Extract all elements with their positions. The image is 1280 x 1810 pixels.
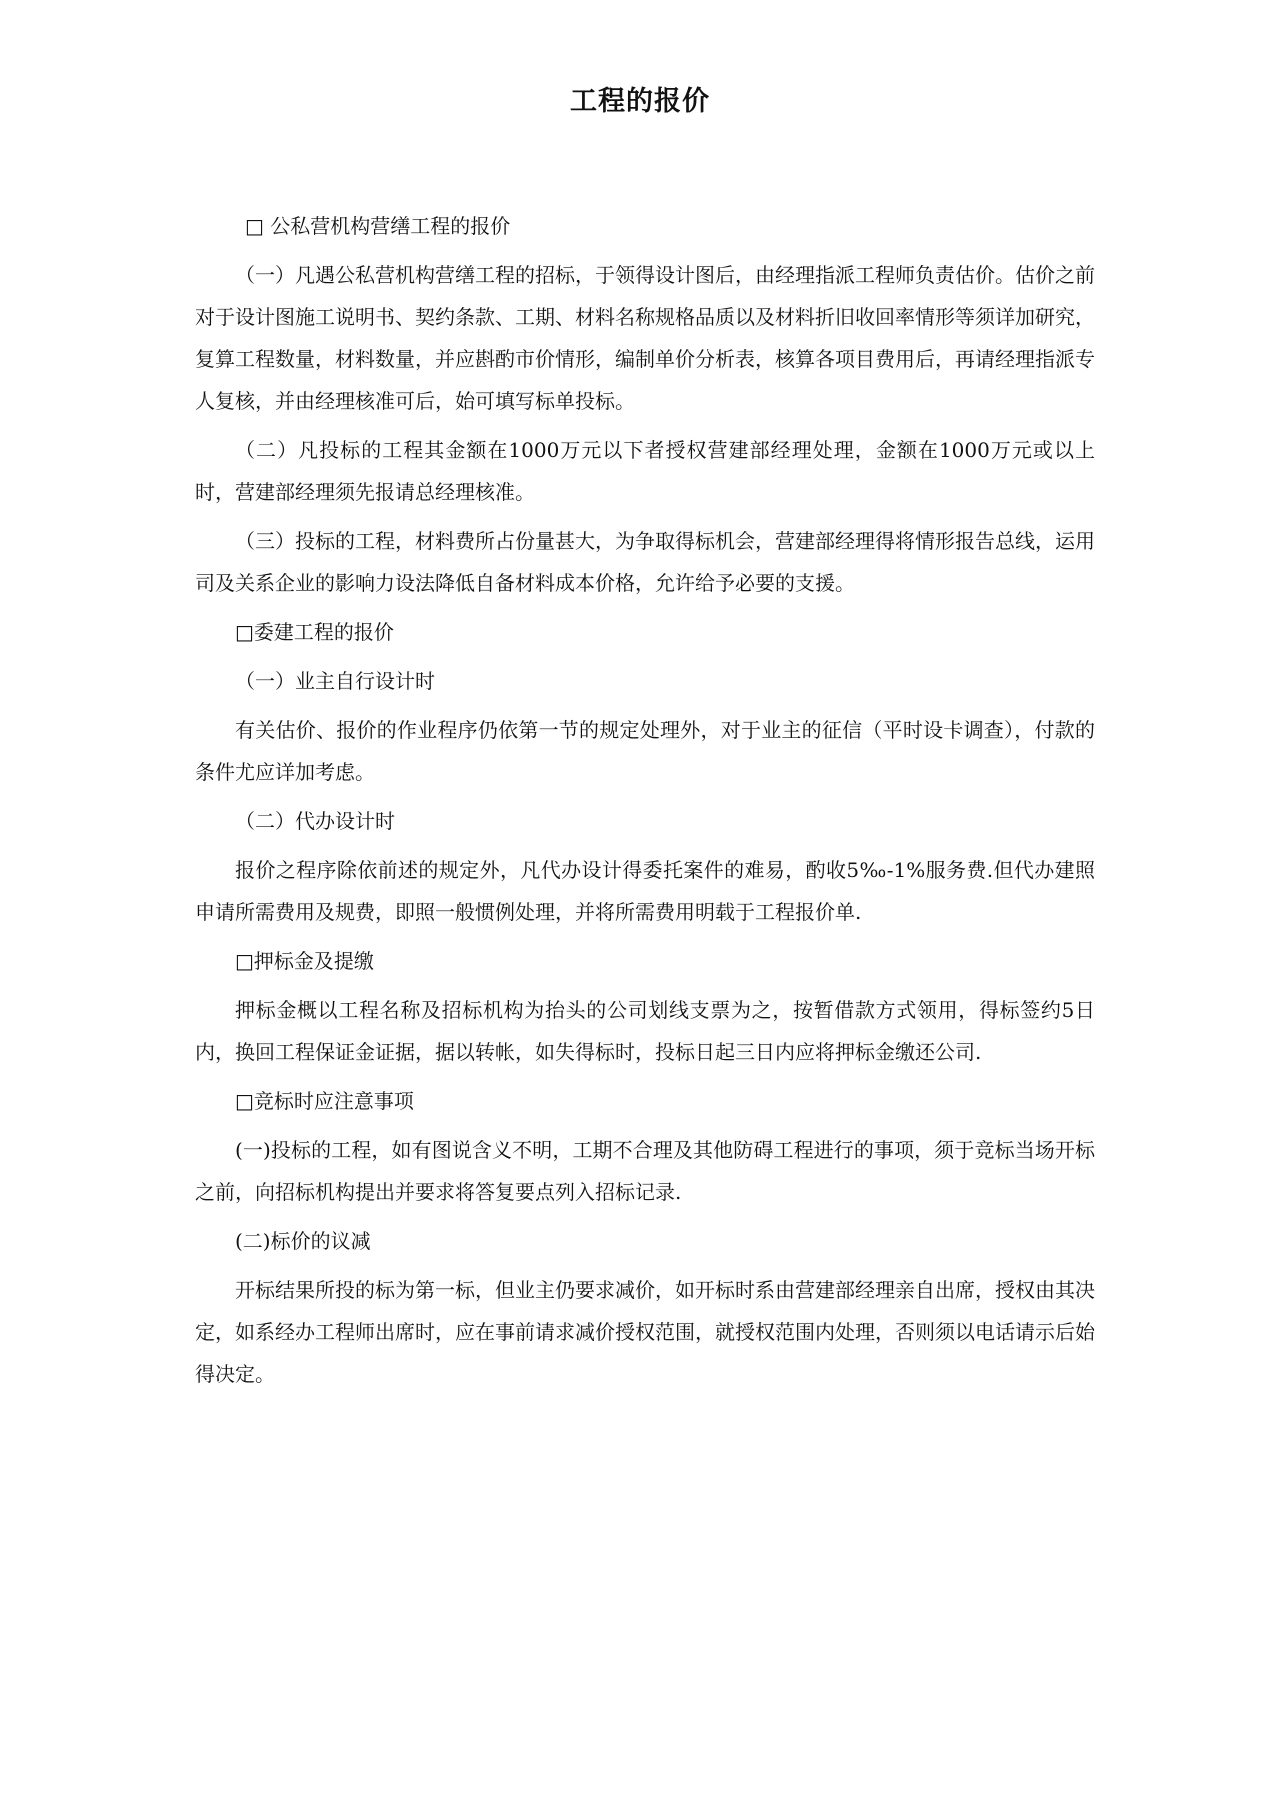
section-heading: □竞标时应注意事项 — [235, 1089, 414, 1113]
section-heading: □委建工程的报价 — [235, 620, 394, 644]
paragraph: 开标结果所投的标为第一标，但业主仍要求减价，如开标时系由营建部经理亲自出席，授权由其决定，如系经办工程师出席时，应在事前请求减价授权范围，就授权范围内处理，否则须以电话请示后始得决定。 — [195, 1278, 1095, 1386]
document-title: 工程的报价 — [570, 86, 710, 117]
document-body — [195, 205, 1095, 1402]
paragraph: 押标金概以工程名称及招标机构为抬头的公司划线支票为之，按暂借款方式领用，得标签约5日内，换回工程保证金证据，据以转帐，如失得标时，投标日起三日内应将押标金缴还公司. — [195, 998, 1095, 1064]
paragraph: （二）凡投标的工程其金额在1000万元以下者授权营建部经理处理，金额在1000万元或以上时，营建部经理须先报请总经理核准。 — [195, 438, 1095, 504]
subsection-heading: (二)标价的议减 — [235, 1229, 371, 1253]
paragraph: (一)投标的工程，如有图说含义不明，工期不合理及其他防碍工程进行的事项，须于竞标当场开标之前，向招标机构提出并要求将答复要点列入招标记录. — [195, 1138, 1095, 1204]
subsection-heading: （二）代办设计时 — [235, 809, 395, 833]
section-heading: □ 公私营机构营缮工程的报价 — [245, 214, 511, 238]
paragraph: 报价之程序除依前述的规定外，凡代办设计得委托案件的难易，酌收5‰-1%服务费.但代办建照申请所需费用及规费，即照一般惯例处理，并将所需费用明载于工程报价单. — [195, 858, 1095, 924]
section-heading: □押标金及提缴 — [235, 949, 374, 973]
paragraph: （一）凡遇公私营机构营缮工程的招标，于领得设计图后，由经理指派工程师负责估价。估价之前对于设计图施工说明书、契约条款、工期、材料名称规格品质以及材料折旧收回率情形等须详加研究，复算工程数量，材料数量，并应斟酌市价情形，编制单价分析表，核算各项目费用后，再请经理指派专人复核，并由经理核准可后，始可填写标单投标。 — [195, 263, 1095, 413]
paragraph: 有关估价、报价的作业程序仍依第一节的规定处理外，对于业主的征信（平时设卡调查），付款的条件尤应详加考虑。 — [195, 718, 1095, 784]
paragraph: （三）投标的工程，材料费所占份量甚大，为争取得标机会，营建部经理得将情形报告总线，运用司及关系企业的影响力设法降低自备材料成本价格，允许给予必要的支援。 — [195, 529, 1095, 595]
subsection-heading: （一）业主自行设计时 — [235, 669, 435, 693]
